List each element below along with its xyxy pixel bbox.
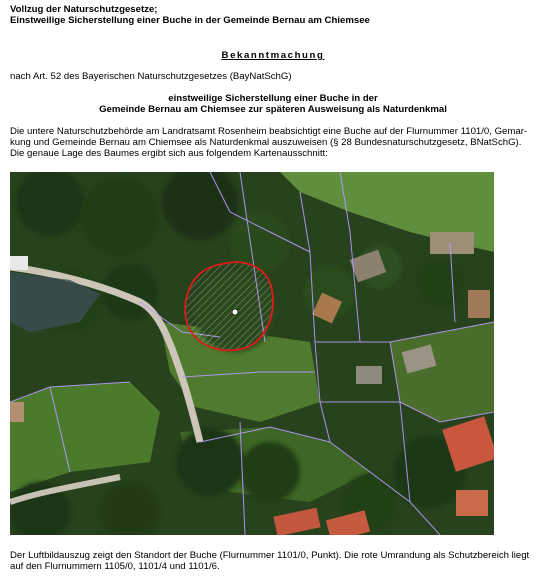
building-left-2 <box>10 402 24 422</box>
header-line-2: Einstweilige Sicherstellung einer Buche in der Gemeinde Bernau am Chiemsee <box>10 15 370 26</box>
building-4 <box>356 366 382 384</box>
building-7 <box>456 490 488 516</box>
legal-basis: nach Art. 52 des Bayerischen Naturschutzgesetzes (BayNatSchG) <box>10 71 292 82</box>
header-line-1: Vollzug der Naturschutzgesetze; <box>10 4 158 15</box>
intro-line-1: Die untere Naturschutzbehörde am Landratsamt Rosenheim beabsichtigt eine Buche auf der Flurnummer 1101/0, Gemar- <box>10 126 528 137</box>
caption-line-2: auf den Flurnummern 1105/0, 1101/4 und 1101/6. <box>10 561 220 572</box>
protection-area-outline <box>185 262 273 350</box>
tree-location-point <box>232 309 238 315</box>
aerial-map <box>10 172 494 535</box>
building-left <box>10 256 28 270</box>
intro-line-2: kung und Gemeinde Bernau am Chiemsee als Naturdenkmal auszuweisen (§ 28 Bundesnaturschutzgesetz, BNatSchG). <box>10 137 522 148</box>
caption-line-1: Der Luftbildauszug zeigt den Standort der Buche (Flurnummer 1101/0, Punkt). Die rote Umrandung als Schutzbereich liegt <box>10 550 530 561</box>
subject-line-1: einstweilige Sicherstellung einer Buche in der <box>168 93 378 104</box>
building-10 <box>430 232 474 254</box>
building-5 <box>468 290 490 318</box>
intro-line-3: Die genaue Lage des Baumes ergibt sich aus folgendem Kartenausschnitt: <box>10 148 328 159</box>
document-title: Bekanntmachung <box>221 50 325 61</box>
subject-line-2: Gemeinde Bernau am Chiemsee zur späteren Ausweisung als Naturdenkmal <box>99 104 447 115</box>
